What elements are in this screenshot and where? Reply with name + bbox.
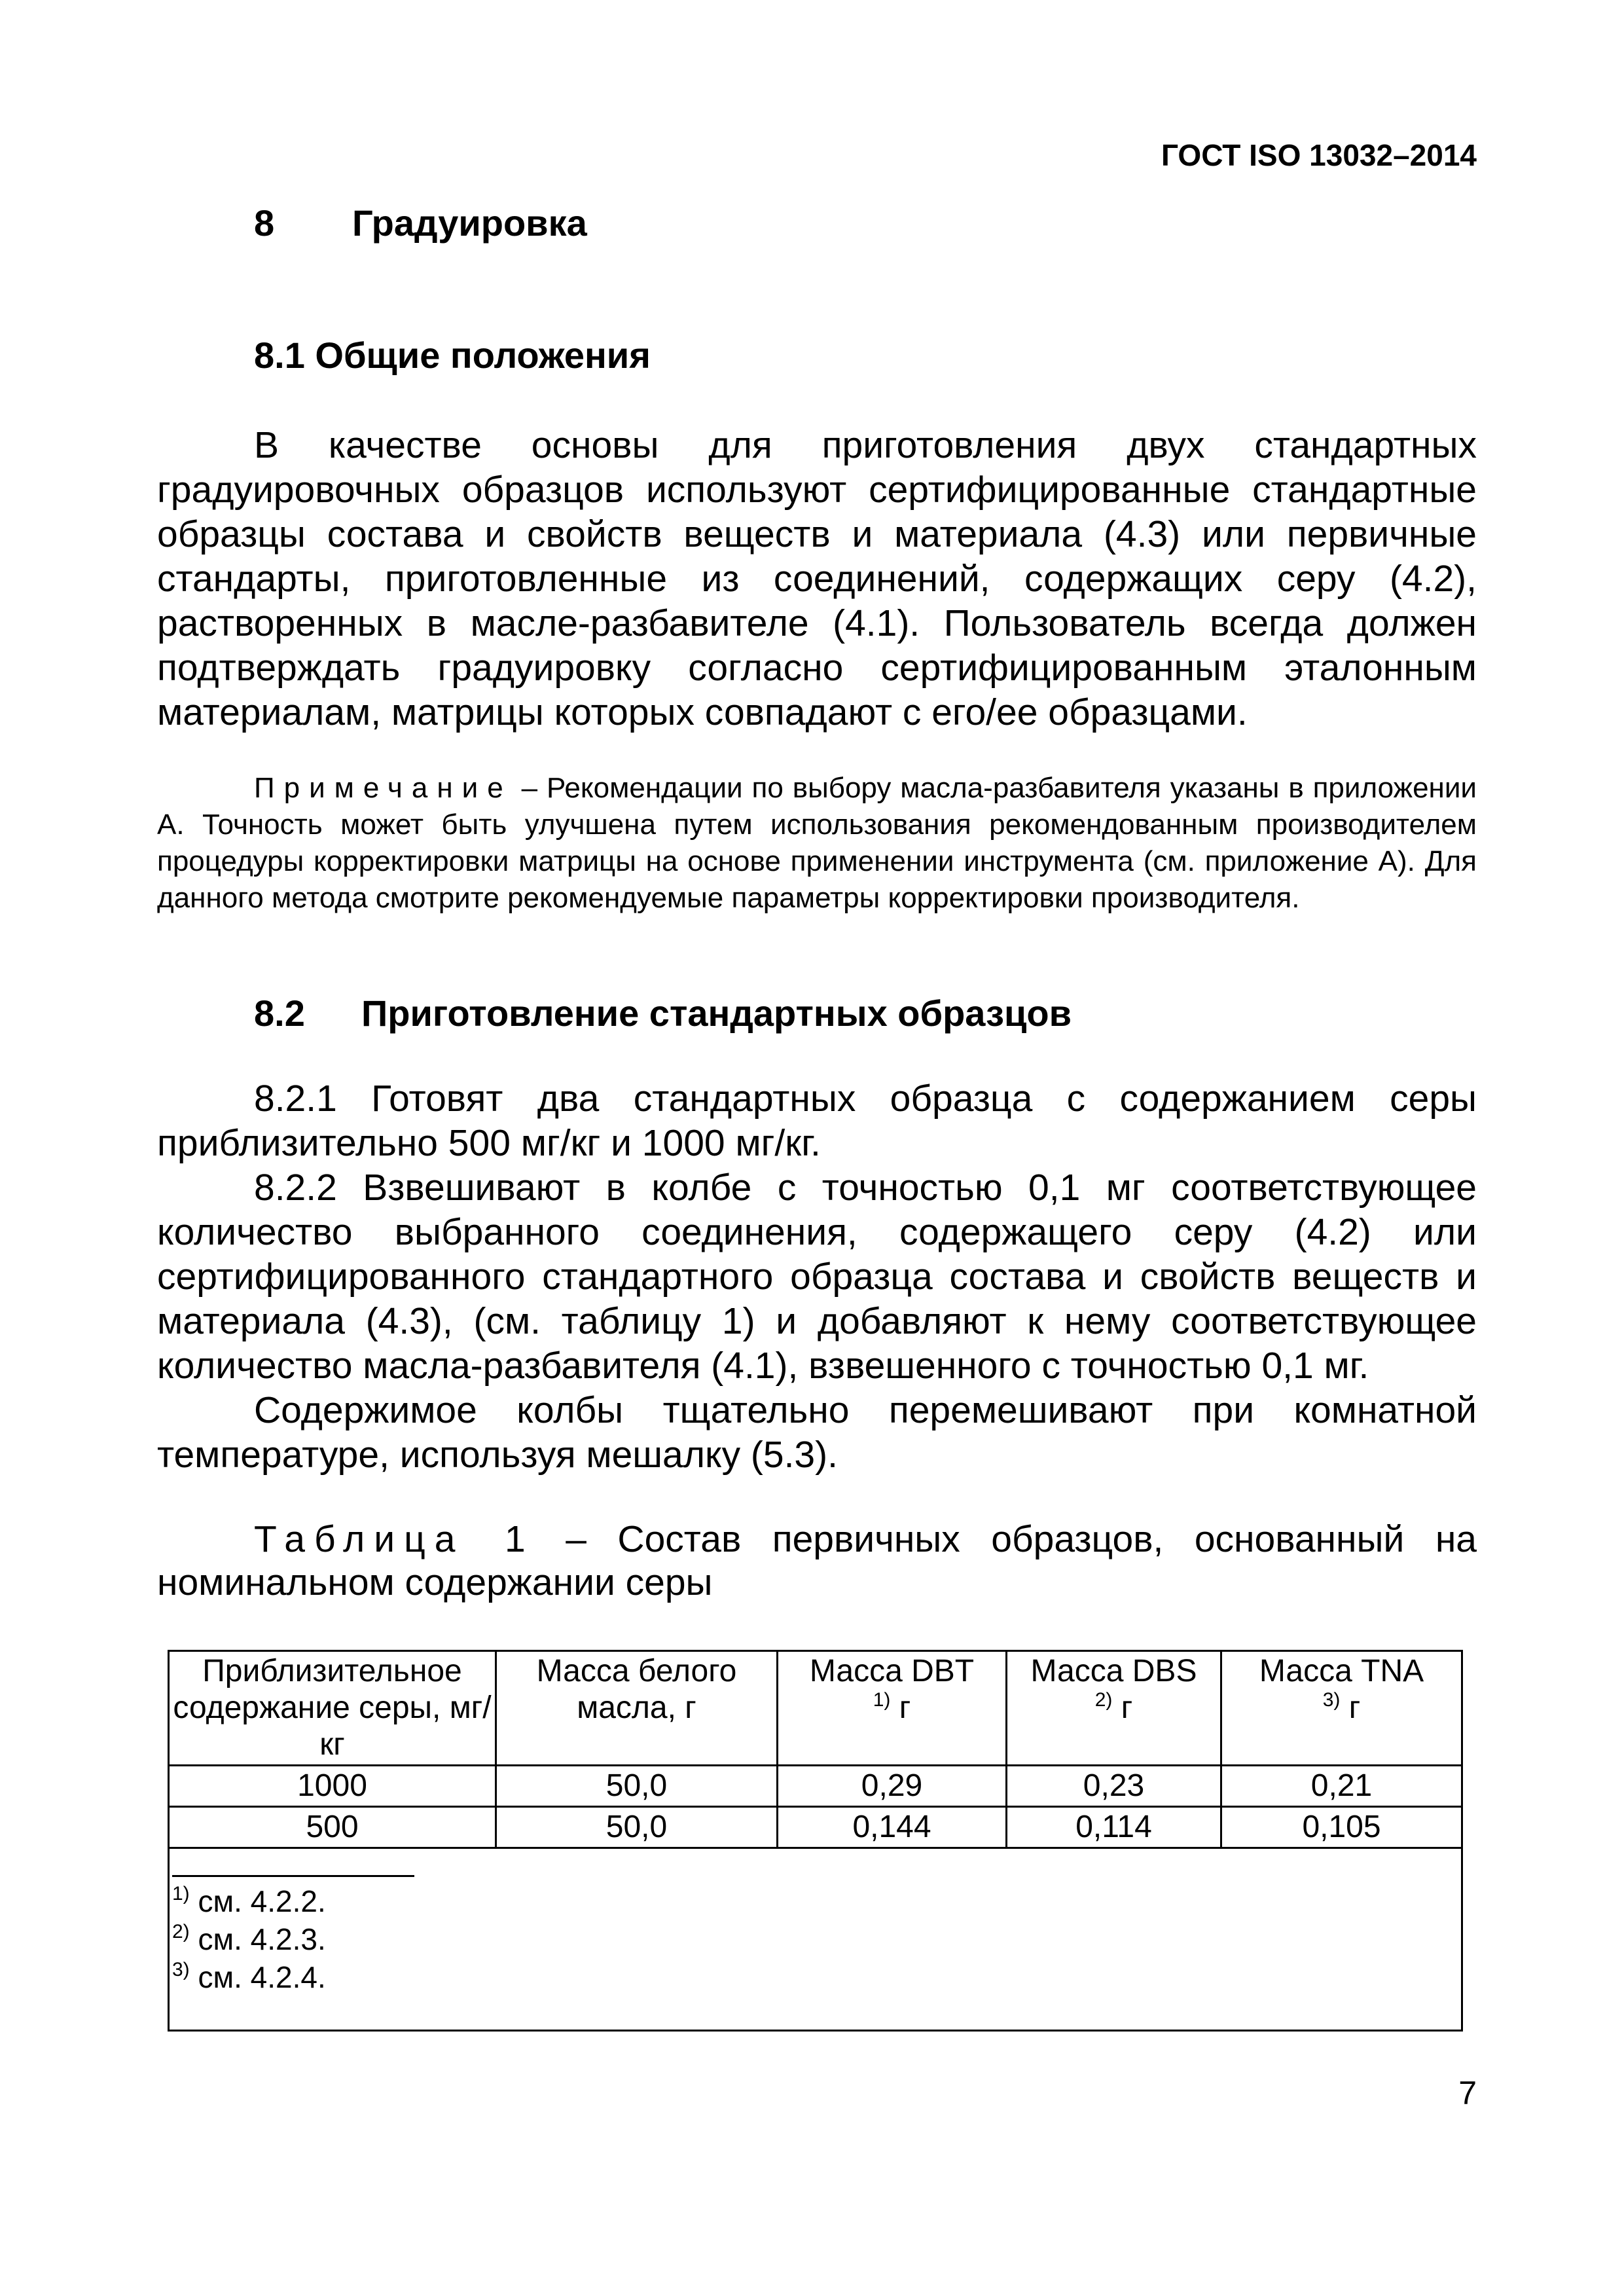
section-8-title: Градуировка <box>352 202 587 244</box>
section-8-number: 8 <box>254 202 275 244</box>
table-1-caption <box>157 1518 1477 1604</box>
table-footnotes-row <box>169 1848 1462 2031</box>
table-cell: 0,23 <box>1007 1766 1221 1807</box>
table-1 <box>168 1650 1463 2032</box>
table-row <box>169 1766 1462 1807</box>
table-footnotes <box>169 1848 1462 2031</box>
table-cell: 0,114 <box>1007 1807 1221 1848</box>
footnote-3: $^{3)}$ см. 4.2.4. <box>172 1959 326 1994</box>
table-cell: 500 <box>169 1807 496 1848</box>
unit-dbs: г <box>1121 1690 1133 1725</box>
note-text: – Рекомендации по выбору масла-разбавителя указаны в приложении А. Точность может быть улучшена путем использования рекомендованным производителем процедуры корректировки матрицы на основе применении инструмента (см. приложение А). Для данного метода смотрите рекомендуемые параметры корректировки производителя. <box>157 772 1477 914</box>
footnote-ref-3: 3) <box>1322 1689 1341 1711</box>
paragraph-8-2-2: 8.2.2 Взвешивают в колбе с точностью 0,1 мг соответствующее количество выбранного соединения, содержащего серу (4.2) или сертифицированного стандартного образца состава и свойств веществ и материала (4.3), (см. таблицу 1) и добавляют к нему соответствующее количество масла-разбавителя (4.1), взвешенного с точностью 0,1 мг. <box>157 1167 1477 1387</box>
footnote-1: $^{1)}$ см. 4.2.2. <box>172 1883 326 1918</box>
section-8-heading <box>254 202 587 244</box>
table-1-caption-text: – Состав первичных образцов, основанный на номинальном содержании серы <box>157 1518 1477 1603</box>
header-white-oil-mass: Масса белого масла, г <box>496 1651 778 1766</box>
unit-dbt: г <box>899 1690 911 1725</box>
section-8-2-number: 8.2 <box>254 993 305 1034</box>
footnote-ref-1: 1) <box>873 1689 891 1711</box>
table-cell: 0,21 <box>1221 1766 1462 1807</box>
document-code: ГОСТ ISO 13032–2014 <box>1161 138 1477 172</box>
footnote-divider <box>172 1875 414 1877</box>
paragraph-8-2-1: 8.2.1 Готовят два стандартных образца с содержанием серы приблизительно 500 мг/кг и 1000 мг/кг. <box>157 1078 1477 1164</box>
section-8-1-heading: 8.1 Общие положения <box>254 335 651 376</box>
table-row <box>169 1807 1462 1848</box>
section-8-2-title: Приготовление стандартных образцов <box>361 993 1072 1034</box>
table-cell: 0,29 <box>778 1766 1007 1807</box>
unit-tna: г <box>1348 1690 1361 1725</box>
footnote-2: $^{2)}$ см. 4.2.3. <box>172 1921 326 1956</box>
note-block <box>157 770 1477 917</box>
header-dbt-mass: Масса DBT $^{1)}$ г <box>778 1651 1007 1766</box>
note-label: Примечание <box>254 772 513 804</box>
footnote-ref-2: 2) <box>1094 1689 1113 1711</box>
table-1-caption-label: Таблица 1 <box>254 1518 535 1560</box>
table-header-row <box>169 1651 1462 1766</box>
table-cell: 50,0 <box>496 1766 778 1807</box>
paragraph-mixing: Содержимое колбы тщательно перемешивают при комнатной температуре, используя мешалку (5.3). <box>157 1389 1477 1476</box>
table-cell: 50,0 <box>496 1807 778 1848</box>
paragraph-general: В качестве основы для приготовления двух стандартных градуировочных образцов используют сертифицированные стандартные образцы состава и свойств веществ и материала (4.3) или первичные стандарты, приготовленные из соединений, содержащих серу (4.2), растворенных в масле-разбавителе (4.1). Пользователь всегда должен подтверждать градуировку согласно сертифицированным эталонным материалам, матрицы которых совпадают с его/ее образцами. <box>157 424 1477 733</box>
table-cell: 0,105 <box>1221 1807 1462 1848</box>
page-number: 7 <box>1458 2075 1477 2111</box>
table-cell: 1000 <box>169 1766 496 1807</box>
table-cell: 0,144 <box>778 1807 1007 1848</box>
section-8-2-heading <box>254 992 1072 1034</box>
header-dbs-mass: Масса DBS $^{2)}$ г <box>1007 1651 1221 1766</box>
header-sulfur-content: Приблизительное содержание серы, мг/кг <box>169 1651 496 1766</box>
header-tna-mass: Масса TNA $^{3)}$ г <box>1221 1651 1462 1766</box>
